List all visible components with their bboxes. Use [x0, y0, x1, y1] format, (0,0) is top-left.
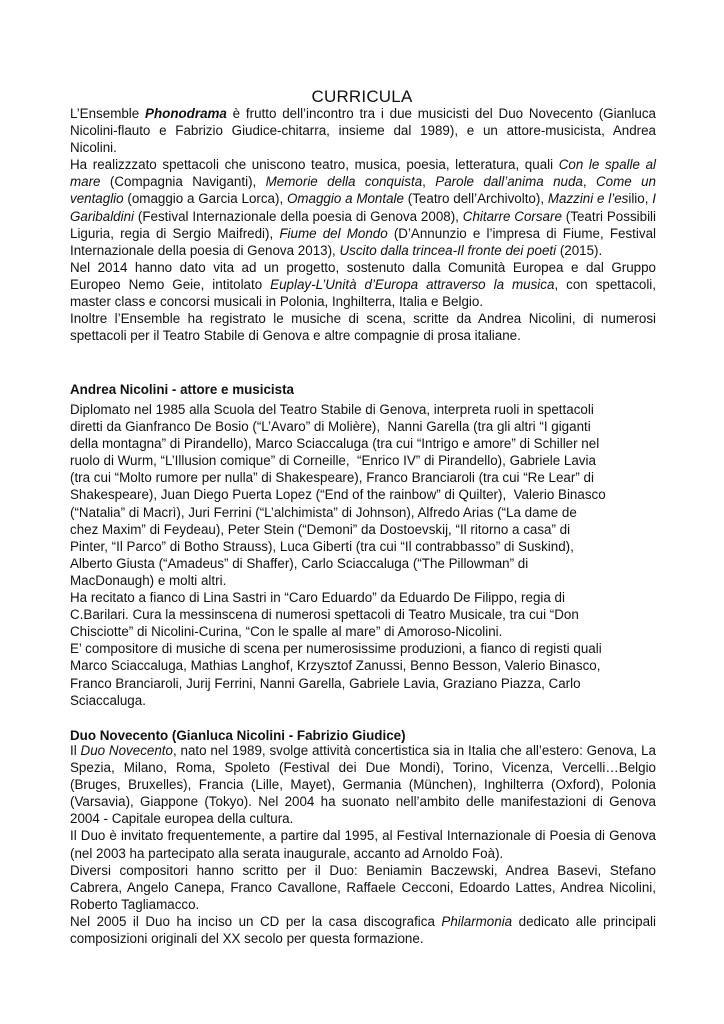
text-run: , — [582, 174, 596, 190]
emphasized-text: Mazzini e l’es — [547, 191, 629, 207]
text-run: , nato nel 1989, svolge attività concertistica sia in Italia che all’estero: Genova, La Spezia, Milano, Roma, Spoleto (Festival dei Due Mondi), Torino, Vicenza, Vercelli…Belgio (Bruges, Bruxelles), Francia (Lille, Mayet), Germania (München), Inghilterra (Oxford), Polonia (Varsavia), Giappone (Tokyo). Nel 2004 ha suonato nell’ambito delle manifestazioni di Genova 2004 - Capitale europea della cultura. — [70, 743, 656, 827]
duo-paragraph — [70, 862, 656, 913]
text-run: (Teatri Possibili Liguria, regia di Sergio Maifredi), — [70, 208, 656, 241]
text-run: Nel 2014 hanno dato vita ad un progetto, sostenuto dalla Comunità Europea e dal Gruppo Europeo Nemo Geie, intitolato — [70, 259, 656, 292]
text-run: dedicato alle principali composizioni originali del XX secolo per questa formazione. — [70, 913, 656, 947]
text-run: Nel 2005 il Duo ha inciso un CD per la casa discografica — [70, 913, 442, 929]
duo-paragraph — [70, 913, 656, 947]
text-run: , — [422, 174, 436, 190]
text-line: Ha recitato a fianco di Lina Sastri in “Caro Eduardo” da Eduardo De Filippo, regia di — [70, 590, 565, 606]
text-line: (“Natalia” di Macrì), Juri Ferrini (“L’alchimista” di Johnson), Alfredo Arias (“La dame de — [70, 504, 577, 520]
duo-section — [70, 742, 656, 947]
text-line: Chisciotte” di Nicolini-Curina, “Con le spalle al mare” di Amoroso-Nicolini. — [70, 624, 503, 640]
text-line: MacDonaugh) e molti altri. — [70, 572, 227, 588]
duo-paragraph — [70, 742, 656, 827]
emphasized-text: I Garibaldini — [70, 191, 656, 224]
text-line: Shakespeare), Juan Diego Puerta Lopez (“End of the rainbow” di Quilter), Valerio Binasco — [70, 487, 606, 503]
andrea-section — [70, 401, 656, 709]
emphasized-text: Euplay-L’Unità d’Europa attraverso la musica — [270, 276, 555, 292]
text-run: ilio, — [628, 191, 653, 207]
ensemble-section — [70, 105, 656, 344]
duo-paragraph — [70, 827, 656, 861]
emphasized-text: Philarmonia — [441, 913, 513, 929]
text-line: Sciaccaluga. — [70, 692, 146, 708]
ensemble-paragraph — [70, 310, 656, 344]
text-run: , con spettacoli, master class e concorsi musicali in Polonia, Inghilterra, Italia e Belgio. — [70, 276, 657, 310]
andrea-heading: Andrea Nicolini - attore e musicista — [70, 382, 294, 397]
text-line: Diplomato nel 1985 alla Scuola del Teatro Stabile di Genova, interpreta ruoli in spettacoli — [70, 402, 594, 417]
text-run: Ha realizzzato spettacoli che uniscono teatro, musica, poesia, letteratura, quali — [70, 157, 559, 173]
ensemble-paragraph — [70, 105, 656, 156]
text-run: (2015). — [556, 242, 603, 258]
text-line: C.Barilari. Cura la messinscena di numerosi spettacoli di Teatro Musicale, tra cui “Don — [70, 607, 579, 623]
emphasized-text: Duo Novecento — [80, 743, 173, 758]
emphasized-text: Chitarre Corsare — [462, 208, 562, 224]
text-line: Alberto Giusta (“Amadeus” di Shaffer), Carlo Sciaccaluga (“The Pillowman” di — [70, 555, 529, 571]
text-line: chez Maxim” di Feydeau), Peter Stein (“Demoni” da Dostoevskij, “Il ritorno a casa” di — [70, 521, 571, 537]
text-line: Pinter, “Il Parco” di Botho Strauss), Luca Giberti (tra cui “Il contrabbasso” di Suskind), — [70, 538, 574, 554]
emphasized-text: Con le spalle al mare — [70, 157, 656, 190]
emphasized-text: Uscito dalla trincea-Il fronte dei poeti — [339, 242, 557, 258]
emphasized-text: Omaggio a Montale — [286, 191, 404, 207]
text-line: Franco Branciaroli, Jurij Ferrini, Nanni Garella, Gabriele Lavia, Graziano Piazza, Carlo — [70, 675, 581, 691]
ensemble-paragraph — [70, 156, 656, 259]
text-line: E’ compositore di musiche di scena per numerosissime produzioni, a fianco di registi quali — [70, 641, 602, 657]
text-run: L’Ensemble — [70, 106, 146, 121]
text-line: Marco Sciaccaluga, Mathias Langhof, Krzysztof Zanussi, Benno Besson, Valerio Binasco, — [70, 658, 601, 674]
text-run: (Teatro dell’Archivolto), — [403, 191, 548, 207]
page-title: CURRICULA — [311, 87, 413, 106]
text-run: Diversi compositori hanno scritto per il Duo: Beniamin Baczewski, Andrea Basevi, Stefano Cabrera, Angelo Canepa, Franco Cavallone, Raffaele Cecconi, Edoardo Lattes, Andrea Nicolini, Roberto Tagliamacco. — [70, 862, 656, 912]
emphasized-text: Parole dall’anima nuda — [435, 174, 583, 190]
duo-heading: Duo Novecento (Gianluca Nicolini - Fabrizio Giudice) — [70, 728, 406, 743]
text-run: è frutto dell’incontro tra i due musicisti del Duo Novecento (Gianluca Nicolini-flauto e Fabrizio Giudice-chitarra, insieme dal 1989), e un attore-musicista, Andrea Nicolini. — [70, 106, 657, 156]
text-run: (D’Annunzio e l’impresa di Fiume, Festival Internazionale della poesia di Genova 2013), — [70, 225, 656, 258]
text-run: Inoltre l’Ensemble ha registrato le musiche di scena, scritte da Andrea Nicolini, di numerosi spettacoli per il Teatro Stabile di Genova e altre compagnie di prosa italiane. — [70, 311, 656, 344]
emphasized-text: Fiume del Mondo — [279, 225, 388, 241]
text-run: (Compagnia Naviganti), — [100, 174, 266, 190]
text-run: (Festival Internazionale della poesia di Genova 2008), — [134, 208, 463, 224]
andrea-lines — [70, 401, 656, 709]
text-run: Il — [70, 743, 81, 758]
ensemble-paragraph — [70, 259, 656, 310]
text-run: Il Duo è invitato frequentemente, a partire dal 1995, al Festival Internazionale di Poesia di Genova (nel 2003 ha partecipato alla serata inaugurale, accanto ad Arnoldo Foà). — [70, 828, 656, 861]
text-line: diretti da Gianfranco De Bosio (“L’Avaro” di Molière), Nanni Garella (tra gli altri “I giganti — [70, 419, 591, 435]
emphasized-text: Come un ventaglio — [70, 174, 656, 207]
text-run: (omaggio a Garcia Lorca), — [123, 191, 287, 207]
text-line: (tra cui “Molto rumore per nulla” di Shakespeare), Franco Branciaroli (tra cui “Re Lear” di — [70, 470, 594, 486]
emphasized-text: Phonodrama — [145, 106, 227, 121]
emphasized-text: Memorie della conquista — [265, 174, 423, 190]
text-line: della montagna” di Pirandello), Marco Sciaccaluga (tra cui “Intrigo e amore” di Schiller nel — [70, 436, 600, 452]
text-line: ruolo di Wurm, “L’Illusion comique” di Corneille, “Enrico IV” di Pirandello), Gabriele Lavia — [70, 453, 596, 469]
